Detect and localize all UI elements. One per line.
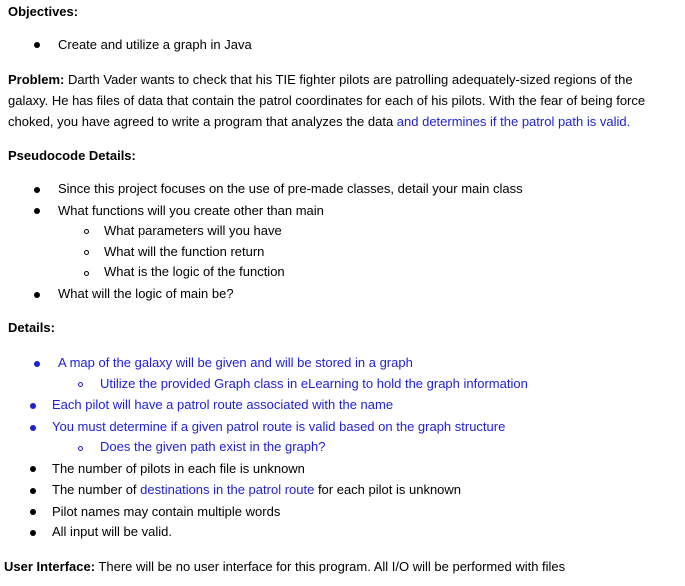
details-subitem: Utilize the provided Graph class in eLearning to hold the graph information [100, 376, 528, 391]
bullet-icon [30, 466, 36, 472]
details-text: for each pilot is unknown [314, 482, 462, 497]
objectives-heading: Objectives: [8, 4, 79, 19]
pseudocode-subitem: What parameters will you have [104, 223, 282, 238]
bullet-icon [30, 403, 36, 409]
problem-label: Problem: [8, 72, 65, 87]
bullet-icon [34, 187, 40, 193]
user-interface-label: User Interface: [4, 559, 96, 574]
bullet-icon [34, 361, 40, 367]
bullet-icon [30, 488, 36, 494]
details-item [52, 482, 461, 498]
problem-line-1 [8, 72, 633, 88]
sub-bullet-icon [78, 446, 83, 451]
pseudocode-item: Since this project focuses on the use of pre-made classes, detail your main class [58, 181, 523, 196]
bullet-icon [34, 42, 40, 48]
problem-line-3 [8, 114, 630, 130]
details-text: The number of [52, 482, 141, 497]
bullet-icon [30, 530, 36, 536]
details-item: All input will be valid. [52, 524, 172, 539]
pseudocode-item: What functions will you create other than main [58, 203, 324, 218]
sub-bullet-icon [84, 250, 89, 255]
bullet-icon [30, 509, 36, 515]
pseudocode-subitem: What will the function return [104, 244, 265, 259]
problem-line-2: galaxy. He has files of data that contain the patrol coordinates for each of his pilots. With the fear of being force [8, 93, 646, 108]
user-interface-text: There will be no user interface for this program. All I/O will be performed with files [95, 559, 566, 574]
sub-bullet-icon [84, 271, 89, 276]
details-item: Each pilot will have a patrol route associated with the name [52, 397, 394, 412]
pseudocode-heading: Pseudocode Details: [8, 148, 136, 163]
details-item: A map of the galaxy will be given and will be stored in a graph [58, 355, 413, 370]
details-item: You must determine if a given patrol route is valid based on the graph structure [52, 419, 506, 434]
pseudocode-item: What will the logic of main be? [58, 286, 234, 301]
details-item: Pilot names may contain multiple words [52, 504, 281, 519]
problem-highlight: and determines if the patrol path is valid. [396, 114, 631, 129]
details-subitem: Does the given path exist in the graph? [100, 439, 326, 454]
problem-text-1: Darth Vader wants to check that his TIE fighter pilots are patrolling adequately-sized regions of the [67, 72, 633, 87]
bullet-icon [34, 208, 40, 214]
problem-text-3: choked, you have agreed to write a program that analyzes the data [8, 114, 397, 129]
details-highlight: destinations in the patrol route [140, 482, 315, 497]
bullet-icon [30, 425, 36, 431]
bullet-icon [34, 292, 40, 298]
sub-bullet-icon [84, 229, 89, 234]
sub-bullet-icon [78, 382, 83, 387]
pseudocode-subitem: What is the logic of the function [104, 264, 285, 279]
objective-item: Create and utilize a graph in Java [58, 37, 252, 52]
details-item: The number of pilots in each file is unknown [52, 461, 305, 476]
user-interface-line [4, 559, 565, 575]
details-heading: Details: [8, 320, 55, 335]
